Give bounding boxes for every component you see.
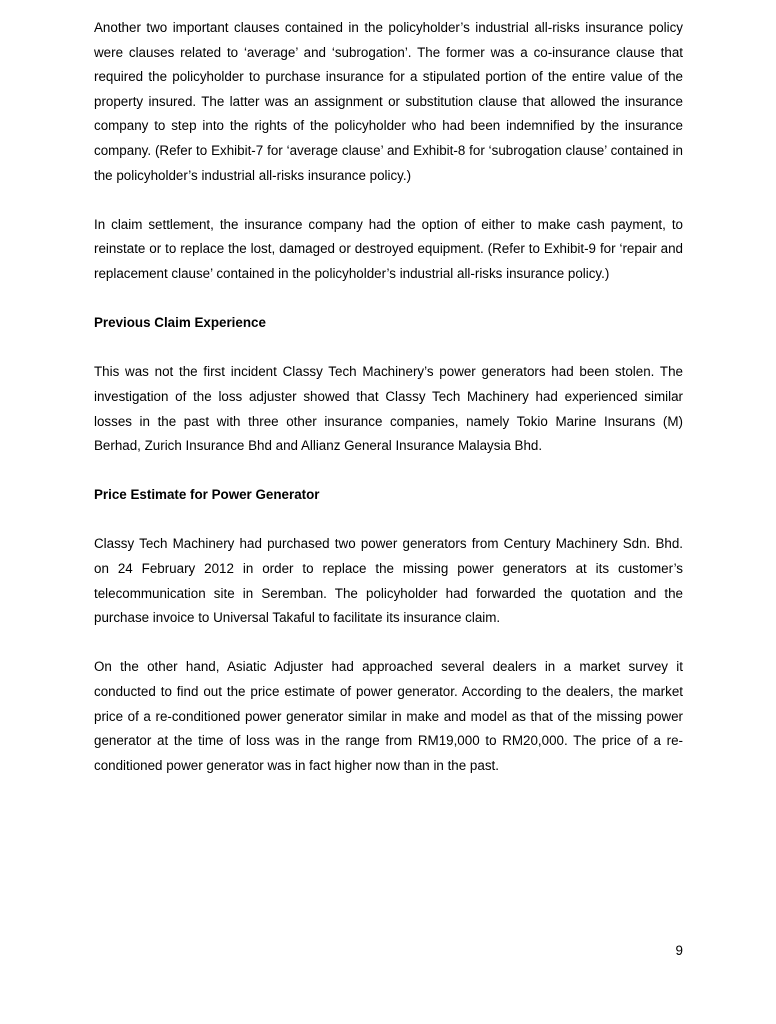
page-number: 9: [675, 943, 683, 958]
paragraph-claim-settlement: In claim settlement, the insurance company had the option of either to make cash payment, to reinstate or to replace the lost, damaged or destroyed equipment. (Refer to Exhibit-9 for ‘repair and replacement clause’ contained in the policyholder’s industrial all-risks insurance policy.): [94, 216, 683, 281]
paragraph-market-survey: On the other hand, Asiatic Adjuster had approached several dealers in a market survey it conducted to find out the price estimate of power generator. According to the dealers, the market price of a re-conditioned power generator similar in make and model as that of the missing power generator at the time of loss was in the range from RM19,000 to RM20,000. The price of a re-conditioned power generator was in fact higher now than in the past.: [94, 659, 683, 773]
paragraph-gap: [94, 459, 683, 484]
document-page: [94, 16, 683, 778]
heading-price-estimate: Price Estimate for Power Generator: [94, 487, 320, 503]
paragraph-gap: [94, 336, 683, 361]
paragraph-gap: [94, 508, 683, 533]
paragraph-gap: [94, 287, 683, 312]
heading-previous-claim-experience: Previous Claim Experience: [94, 315, 266, 331]
paragraph-previous-claims: This was not the first incident Classy Tech Machinery’s power generators had been stolen. The investigation of the loss adjuster showed that Classy Tech Machinery had experienced similar losses in the past with three other insurance companies, namely Tokio Marine Insurans (M) Berhad, Zurich Insurance Bhd and Allianz General Insurance Malaysia Bhd.: [94, 364, 683, 454]
paragraph-gap: [94, 631, 683, 656]
paragraph-purchase: Classy Tech Machinery had purchased two power generators from Century Machinery Sdn. Bhd. on 24 February 2012 in order to replace the missing power generators at its customer’s telecommunication site in Seremban. The policyholder had forwarded the quotation and the purchase invoice to Universal Takaful to facilitate its insurance claim.: [94, 536, 683, 626]
paragraph-gap: [94, 188, 683, 213]
paragraph-clauses: Another two important clauses contained in the policyholder’s industrial all-risks insurance policy were clauses related to ‘average’ and ‘subrogation’. The former was a co-insurance clause that required the policyholder to purchase insurance for a stipulated portion of the entire value of the property insured. The latter was an assignment or substitution clause that allowed the insurance company to step into the rights of the policyholder who had been indemnified by the insurance company. (Refer to Exhibit-7 for ‘average clause’ and Exhibit-8 for ‘subrogation clause’ contained in the policyholder’s industrial all-risks insurance policy.): [94, 20, 683, 183]
